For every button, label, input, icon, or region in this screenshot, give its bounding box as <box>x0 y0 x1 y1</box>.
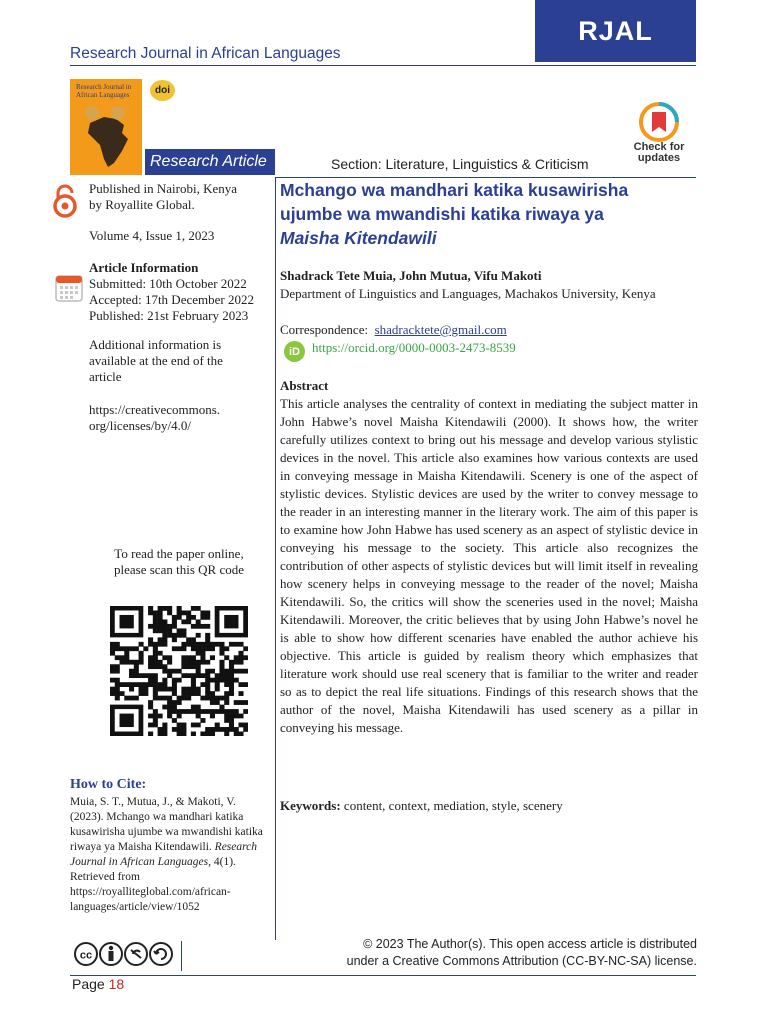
keywords-label: Keywords: <box>280 798 341 813</box>
page-label: Page <box>72 976 105 992</box>
affiliation: Department of Linguistics and Languages, Machakos University, Kenya <box>280 286 656 301</box>
qr-line-2: please scan this QR code <box>114 562 244 577</box>
journal-name[interactable]: Research Journal in African Languages <box>70 45 341 62</box>
submitted-date: Submitted: 10th October 2022 <box>89 276 247 291</box>
check-updates-label-1: Check for <box>633 141 685 153</box>
citation-text <box>70 795 270 915</box>
header-divider <box>70 65 696 66</box>
page-number-value: 18 <box>108 976 125 992</box>
citation-part-1: Muia, S. T., Mutua, J., & Makoti, V. (2023). Mchango wa mandhari katika kusawirisha ujumbe wa mwandishi katika riwaya ya Maisha Kitendawili. <box>70 796 263 853</box>
column-divider <box>275 177 276 940</box>
volume-issue: Volume 4, Issue 1, 2023 <box>89 228 215 243</box>
section-label: Section: Literature, Linguistics & Criticism <box>331 156 589 172</box>
cover-title: Research Journal in African Languages <box>76 83 132 99</box>
correspondence-label: Correspondence: <box>280 322 369 337</box>
accepted-date: Accepted: 17th December 2022 <box>89 292 254 307</box>
license-statement-line-2: under a Creative Commons Attribution (CC-BY-NC-SA) license. <box>346 954 697 968</box>
orcid-link[interactable]: https://orcid.org/0000-0003-2473-8539 <box>312 340 516 355</box>
africa-map-icon <box>70 79 142 175</box>
creative-commons-icon <box>73 940 175 968</box>
license-statement <box>300 936 697 970</box>
check-updates-label-2: updates <box>637 152 681 164</box>
abstract-text: This article analyses the centrality of context in mediating the subject matter in John Habwe’s novel Maisha Kitendawili (2000). It shows how, the writer carefully utilizes context to bring out his message and develop various stylistic devices in the novel. This article also examines how various contexts are used in conveying message in Maisha Kitendawili. Scenery is one of the aspect of stylistic devices. Stylistic devices are used by the writer to convey message to the reader in an interesting manner in the literary work. The aim of this paper is to examine how John Habwe has used scenery as an aspect of stylistic device in conveying his message to the society. This article also recognizes the contribution of other aspects of stylistic devices but will limit itself in revealing how scenery helps in conveying message to the reader of the novel; Maisha Kitendawili. So, the critics will show the sceneries used in the novel; Maisha Kitendawili. Moreover, the critic believes that by using John Habwe’s novel he is able to show how different scenaries have enabled the author achieve his objective. This article is guided by realism theory which emphasizes that literature work should use real scenery that is familiar to the writer and reader so as to depict the real life situations. Findings of this research shows that the author of the novel, Maisha Kitendawili has used scenery as a pillar in conveying his message. <box>280 396 698 735</box>
journal-cover-image <box>70 79 142 175</box>
footer-separator <box>181 941 182 971</box>
license-line-2: org/licenses/by/4.0/ <box>89 418 191 433</box>
calendar-icon <box>55 272 83 302</box>
additional-line-1: Additional information is <box>89 337 222 352</box>
keywords <box>280 797 698 815</box>
citation-journal: Research Journal in African Languages, <box>70 841 258 868</box>
published-line-2: by Royallite Global. <box>89 197 195 212</box>
orcid-icon: iD <box>284 341 305 362</box>
how-to-cite-heading: How to Cite: <box>70 777 147 792</box>
article-type-badge: Research Article <box>145 149 275 175</box>
published-date: Published: 21st February 2023 <box>89 308 249 323</box>
check-for-updates-button[interactable] <box>628 102 690 164</box>
cc-text: cc <box>79 949 93 962</box>
correspondence-email-link[interactable]: shadracktete@gmail.com <box>374 322 507 337</box>
published-line-1: Published in Nairobi, Kenya <box>89 181 238 196</box>
page-number <box>72 976 124 992</box>
qr-line-1: To read the paper online, <box>114 546 244 561</box>
authors: Shadrack Tete Muia, John Mutua, Vifu Makoti <box>280 268 542 283</box>
journal-abbr-badge: RJAL <box>535 0 696 62</box>
open-access-icon <box>52 184 78 218</box>
title-line-2: ujumbe wa mwandishi katika riwaya ya <box>280 204 604 224</box>
qr-instruction <box>89 546 269 578</box>
footer-divider <box>70 975 696 976</box>
publication-place <box>89 181 274 213</box>
additional-line-2: available at the end of the <box>89 353 223 368</box>
license-link[interactable] <box>89 402 274 434</box>
title-line-3: Maisha Kitendawili <box>280 228 437 248</box>
correspondence <box>280 321 698 339</box>
title-line-1: Mchango wa mandhari katika kusawirisha <box>280 180 629 200</box>
check-updates-icon <box>637 102 681 142</box>
abstract-heading: Abstract <box>280 378 329 393</box>
article-title <box>280 178 685 250</box>
license-line-1: https://creativecommons. <box>89 402 221 417</box>
license-statement-line-1: © 2023 The Author(s). This open access article is distributed <box>363 937 697 951</box>
doi-icon[interactable]: doi <box>150 80 175 101</box>
additional-line-3: article <box>89 369 122 384</box>
citation-part-2: 4(1). Retrieved from https://royalliteglobal.com/african-languages/article/view/1052 <box>70 856 236 913</box>
article-information <box>89 260 274 324</box>
additional-info-note <box>89 337 274 385</box>
qr-code-icon[interactable] <box>110 606 248 736</box>
article-info-heading: Article Information <box>89 260 199 275</box>
keywords-list: content, context, mediation, style, scenery <box>343 798 563 813</box>
